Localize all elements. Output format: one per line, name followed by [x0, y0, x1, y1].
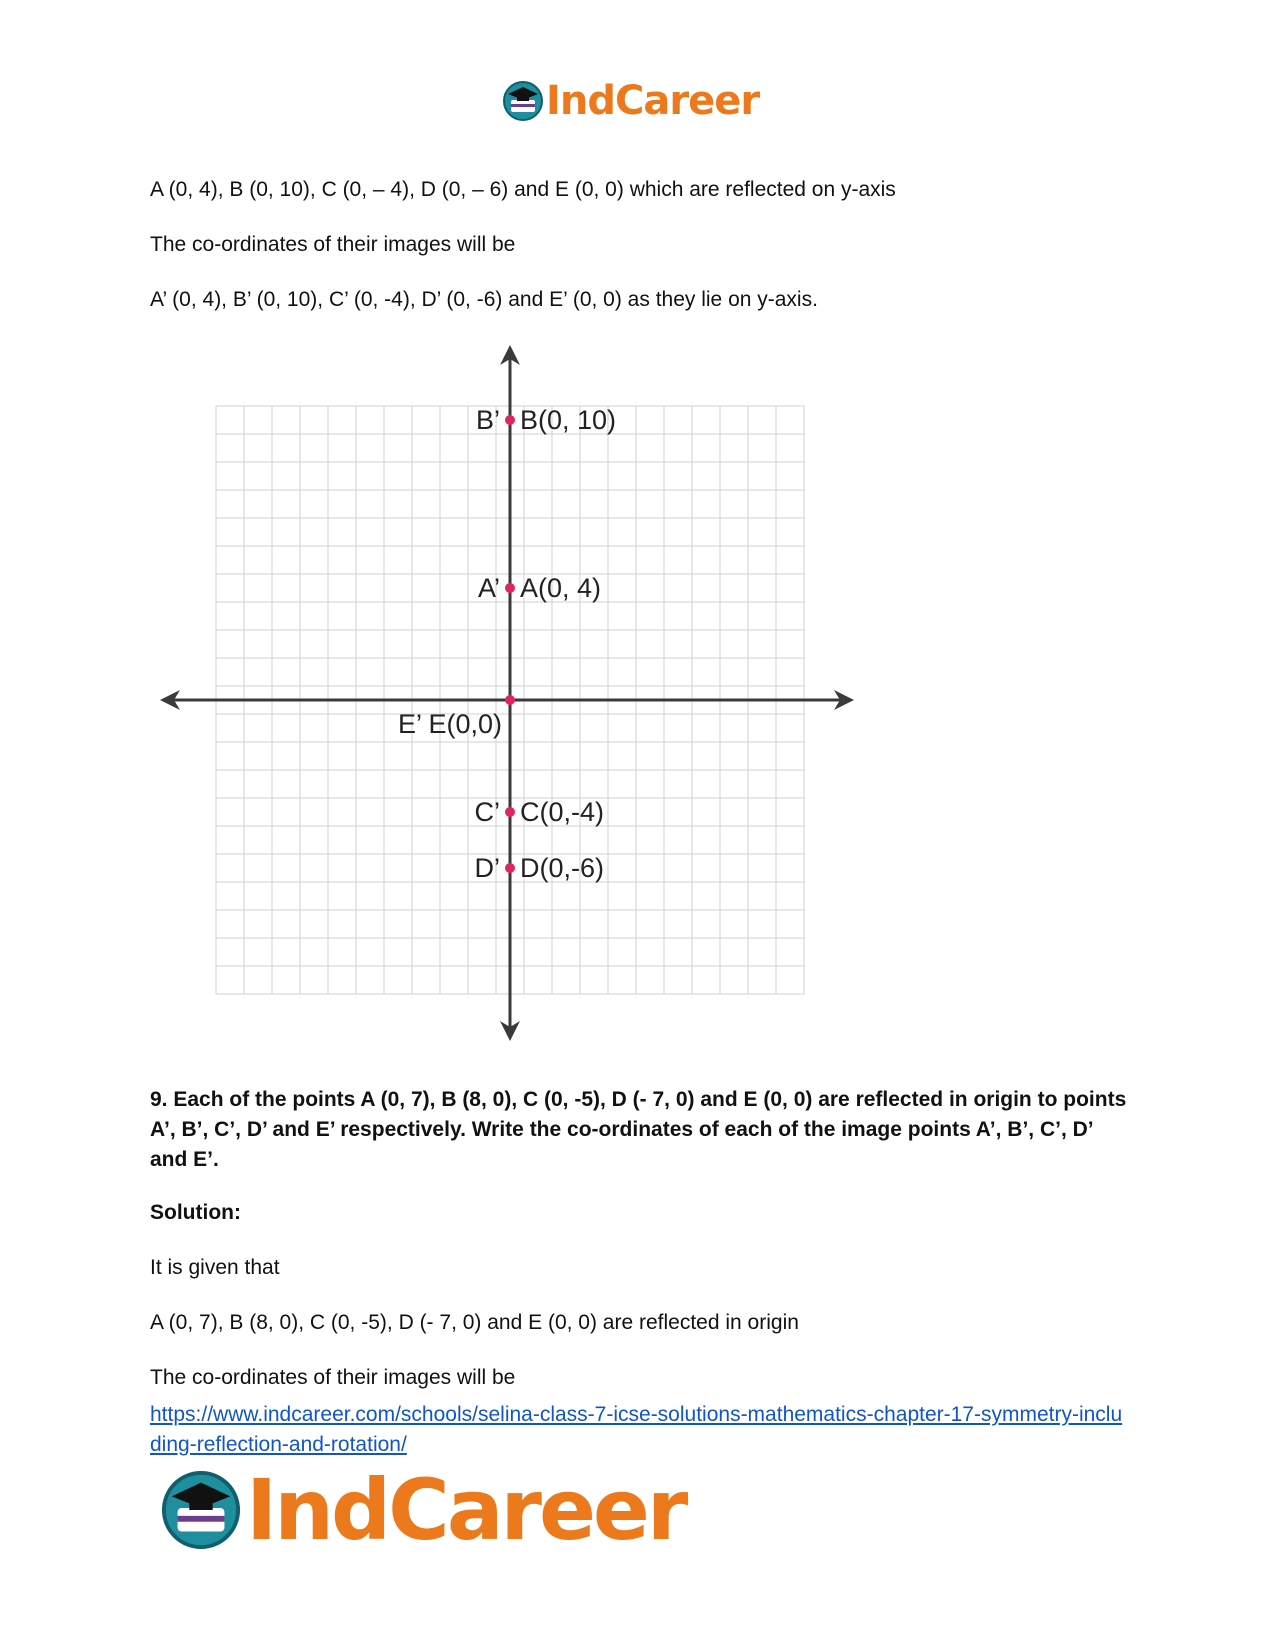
text-line-points: A (0, 4), B (0, 10), C (0, – 4), D (0, – 6) and E (0, 0) which are reflected on y-axis	[150, 178, 896, 201]
graduation-cap-globe-icon	[502, 80, 544, 122]
point-label: D(0,-6)	[520, 853, 605, 883]
point-marker	[505, 863, 515, 873]
graduation-cap-globe-icon	[160, 1469, 242, 1551]
point-label: C(0,-4)	[520, 797, 605, 827]
solution-heading: Solution:	[150, 1201, 241, 1224]
axes	[160, 345, 854, 1041]
image-point-label: C’	[474, 797, 500, 827]
solution-line-images-intro: The co-ordinates of their images will be	[150, 1366, 516, 1389]
image-point-label: A’	[477, 573, 500, 603]
point-marker	[505, 807, 515, 817]
text-line-image-coordinates: A’ (0, 4), B’ (0, 10), C’ (0, -4), D’ (0, -6) and E’ (0, 0) as they lie on y-axis.	[150, 288, 818, 311]
logo-wordmark: IndCareer	[246, 1461, 686, 1559]
coordinate-graph	[160, 345, 860, 1045]
indcareer-logo-top[interactable]	[502, 80, 759, 122]
image-point-label: B’	[475, 405, 500, 435]
solution-line-points: A (0, 7), B (8, 0), C (0, -5), D (- 7, 0) and E (0, 0) are reflected in origin	[150, 1311, 799, 1334]
point-marker	[505, 695, 515, 705]
image-point-label: D’	[474, 853, 500, 883]
point-marker	[505, 583, 515, 593]
point-label: B(0, 10)	[520, 405, 617, 435]
point-label: A(0, 4)	[520, 573, 602, 603]
logo-wordmark: IndCareer	[546, 78, 760, 124]
points-layer	[398, 405, 616, 883]
text-line-images-intro: The co-ordinates of their images will be	[150, 233, 516, 256]
solution-line-given: It is given that	[150, 1256, 280, 1279]
source-link[interactable]: https://www.indcareer.com/schools/selina-class-7-icse-solutions-mathematics-chapter-17-symmetry-including-reflection-and-rotation/	[150, 1403, 1123, 1456]
point-label: E’ E(0,0)	[397, 709, 502, 739]
point-marker	[505, 415, 515, 425]
indcareer-logo-bottom[interactable]	[160, 1461, 686, 1559]
question-9: 9. Each of the points A (0, 7), B (8, 0), C (0, -5), D (- 7, 0) and E (0, 0) are reflected in origin to points A’, B’, C’, D’ and E’ respectively. Write the co-ordinates of each of the image points A’, B’, C’, D’ and E’.	[150, 1088, 1127, 1171]
